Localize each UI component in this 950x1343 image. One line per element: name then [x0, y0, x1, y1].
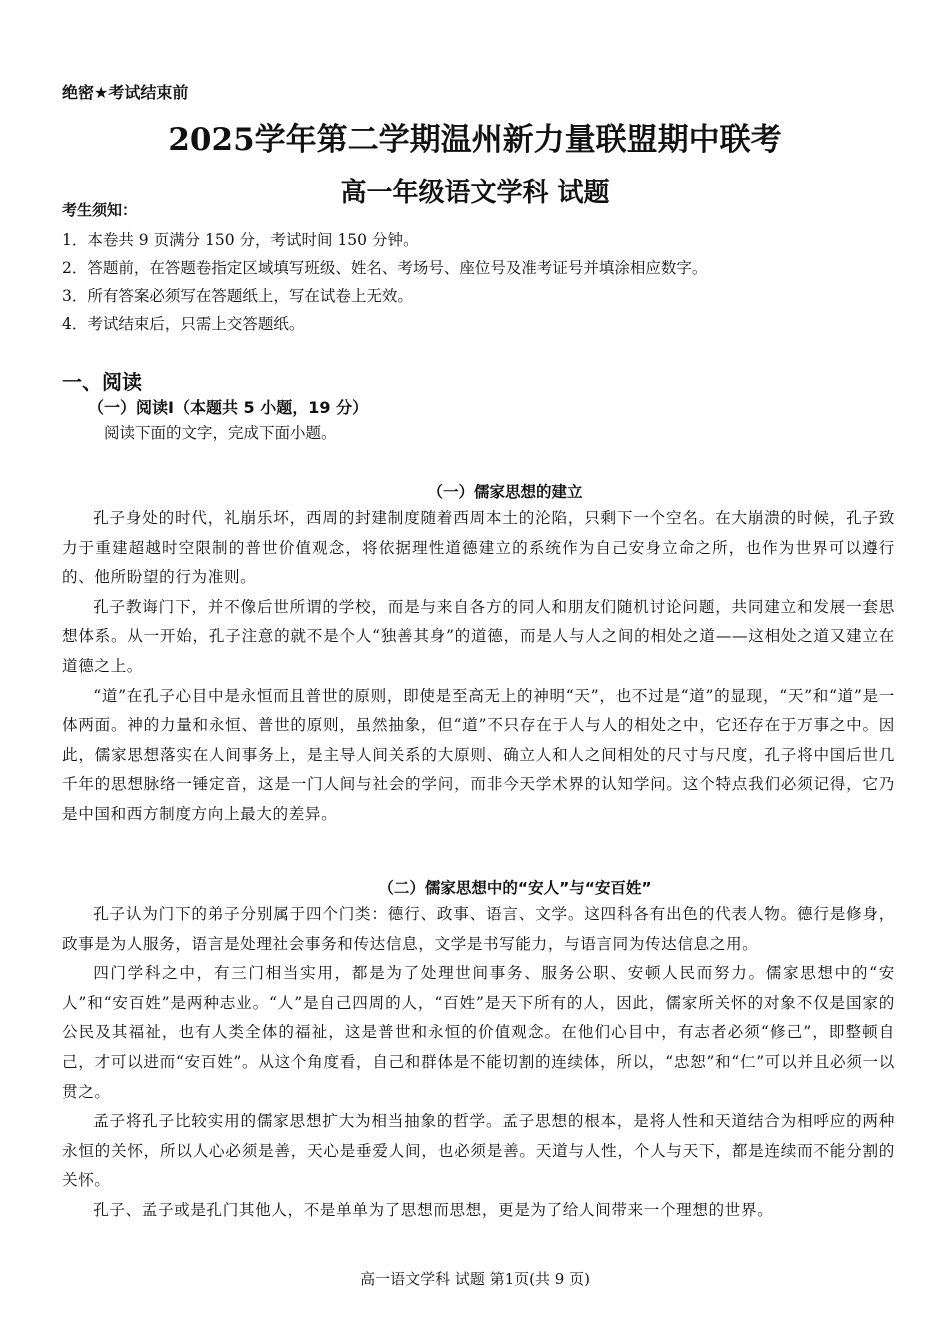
- passage-part-1: [62, 504, 895, 830]
- paragraph: 孔子教诲门下，并不像后世所谓的学校，而是与来自各方的同人和朋友们随机讨论问题，共同建立和发展一套思想体系。从一开始，孔子注意的就不是个人“独善其身”的道德，而是人与人之间的相处之道——这相处之道又建立在道德之上。: [62, 597, 895, 675]
- passage-part-2: [62, 900, 895, 1226]
- notice-item: 4．考试结束后，只需上交答题纸。: [62, 315, 305, 333]
- exam-subtitle: 高一年级语文学科 试题: [340, 178, 610, 208]
- page-footer: 高一语文学科 试题 第1页(共 9 页): [360, 1270, 590, 1288]
- passage-heading-2: （二）儒家思想中的“安人”与“安百姓”: [378, 879, 652, 897]
- paragraph: 孔子身处的时代，礼崩乐坏，西周的封建制度随着西周本土的沦陷，只剩下一个空名。在大崩溃的时候，孔子致力于重建超越时空限制的普世价值观念，将依据理性道德建立的系统作为自己安身立命之所，也作为世界可以遵行的、他所盼望的行为准则。: [62, 509, 895, 587]
- paragraph: 孟子将孔子比较实用的儒家思想扩大为相当抽象的哲学。孟子思想的根本，是将人性和天道结合为相呼应的两种永恒的关怀，所以人心必须是善，天心是垂爱人间，也必须是善。天道与人性，个人与天下，都是连续而不能分割的关怀。: [62, 1112, 895, 1190]
- notice-list: [62, 226, 707, 338]
- paragraph: 四门学科之中，有三门相当实用，都是为了处理世间事务、服务公职、安顿人民而努力。儒家思想中的“安人”和“安百姓”是两种志业。“人”是自己四周的人，“百姓”是天下所有的人，因此，儒家所关怀的对象不仅是国家的公民及其福祉，也有人类全体的福祉，这是普世和永恒的价值观念。在他们心目中，有志者必须“修己”，即整顿自己，才可以进而“安百姓”。从这个角度看，自己和群体是不能切割的连续体，所以，“忠恕”和“仁”可以并且必须一以贯之。: [62, 964, 895, 1101]
- section-title: 一、阅读: [62, 370, 142, 394]
- notice-item: 2．答题前，在答题卷指定区域填写班级、姓名、考场号、座位号及准考证号并填涂相应数字。: [62, 259, 708, 277]
- paragraph: 孔子、孟子或是孔门其他人，不是单单为了思想而思想，更是为了给人间带来一个理想的世界。: [93, 1200, 774, 1219]
- confidential-label: 绝密★考试结束前: [62, 83, 189, 102]
- exam-title: 2025学年第二学期温州新力量联盟期中联考: [168, 122, 782, 158]
- notice-heading: 考生须知：: [62, 201, 138, 219]
- reading-instruction: 阅读下面的文字，完成下面小题。: [104, 424, 337, 442]
- paragraph: 孔子认为门下的弟子分别属于四个门类：德行、政事、语言、文学。这四科各有出色的代表人物。德行是修身，政事是为人服务，语言是处理社会事务和传达信息，文学是书写能力，与语言同为传达信息之用。: [62, 905, 895, 953]
- paragraph: “道”在孔子心目中是永恒而且普世的原则，即使是至高无上的神明“天”，也不过是“道”的显现，“天”和“道”是一体两面。神的力量和永恒、普世的原则，虽然抽象，但“道”不只存在于人与人的相处之中，它还存在于万事之中。因此，儒家思想落实在人间事务上，是主导人间关系的大原则、确立人和人之间相处的尺寸与尺度，孔子将中国后世几千年的思想脉络一锤定音，这是一门人间与社会的学问，而非今天学术界的认知学问。这个特点我们必须记得，它乃是中国和西方制度方向上最大的差异。: [62, 686, 895, 823]
- subsection-title: （一）阅读Ⅰ（本题共 5 小题，19 分）: [88, 398, 369, 417]
- notice-item: 1．本卷共 9 页满分 150 分，考试时间 150 分钟。: [62, 231, 419, 249]
- passage-heading-1: （一）儒家思想的建立: [427, 483, 583, 501]
- notice-item: 3．所有答案必须写在答题纸上，写在试卷上无效。: [62, 287, 413, 305]
